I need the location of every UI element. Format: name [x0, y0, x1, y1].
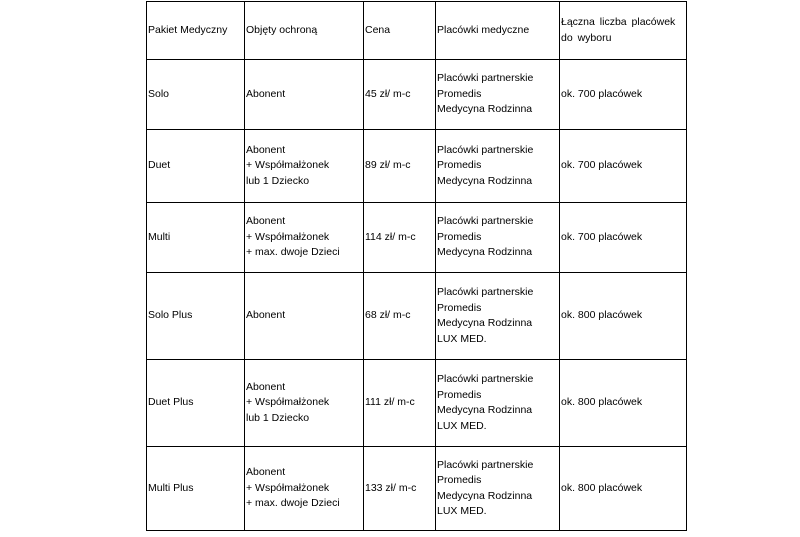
cell-pakiet: Solo Plus	[147, 273, 245, 360]
header-cena: Cena	[364, 2, 436, 60]
header-placowki: Placówki medyczne	[436, 2, 560, 60]
cell-pakiet: Duet Plus	[147, 360, 245, 447]
cell-objety: Abonent + Współmałżonek lub 1 Dziecko	[245, 130, 364, 203]
cell-liczba: ok. 800 placówek	[560, 447, 687, 531]
cell-objety: Abonent + Współmałżonek + max. dwoje Dzieci	[245, 447, 364, 531]
cell-liczba: ok. 800 placówek	[560, 360, 687, 447]
cell-pakiet: Solo	[147, 60, 245, 130]
cell-placowki: Placówki partnerskie Promedis Medycyna Rodzinna LUX MED.	[436, 447, 560, 531]
cell-pakiet: Multi Plus	[147, 447, 245, 531]
table-row	[147, 130, 687, 203]
cell-placowki: Placówki partnerskie Promedis Medycyna Rodzinna LUX MED.	[436, 360, 560, 447]
header-objety: Objęty ochroną	[245, 2, 364, 60]
cell-pakiet: Multi	[147, 203, 245, 273]
cell-placowki: Placówki partnerskie Promedis Medycyna Rodzinna	[436, 130, 560, 203]
header-pakiet: Pakiet Medyczny	[147, 2, 245, 60]
cell-liczba: ok. 700 placówek	[560, 203, 687, 273]
cell-liczba: ok. 700 placówek	[560, 130, 687, 203]
cell-liczba: ok. 800 placówek	[560, 273, 687, 360]
cell-objety: Abonent	[245, 60, 364, 130]
table-row	[147, 273, 687, 360]
table-header-row	[147, 2, 687, 60]
cell-cena: 111 zł/ m-c	[364, 360, 436, 447]
cell-objety: Abonent + Współmałżonek + max. dwoje Dzieci	[245, 203, 364, 273]
cell-pakiet: Duet	[147, 130, 245, 203]
cell-placowki: Placówki partnerskie Promedis Medycyna Rodzinna LUX MED.	[436, 273, 560, 360]
cell-cena: 45 zł/ m-c	[364, 60, 436, 130]
cell-cena: 133 zł/ m-c	[364, 447, 436, 531]
medical-packages-table	[146, 1, 687, 531]
cell-cena: 114 zł/ m-c	[364, 203, 436, 273]
header-liczba: Łączna liczba placówek do wyboru	[560, 2, 687, 60]
table-row	[147, 203, 687, 273]
cell-objety: Abonent	[245, 273, 364, 360]
cell-cena: 68 zł/ m-c	[364, 273, 436, 360]
cell-cena: 89 zł/ m-c	[364, 130, 436, 203]
table-row	[147, 360, 687, 447]
table-row	[147, 60, 687, 130]
cell-placowki: Placówki partnerskie Promedis Medycyna Rodzinna	[436, 203, 560, 273]
table-row	[147, 447, 687, 531]
cell-objety: Abonent + Współmałżonek lub 1 Dziecko	[245, 360, 364, 447]
cell-placowki: Placówki partnerskie Promedis Medycyna Rodzinna	[436, 60, 560, 130]
cell-liczba: ok. 700 placówek	[560, 60, 687, 130]
